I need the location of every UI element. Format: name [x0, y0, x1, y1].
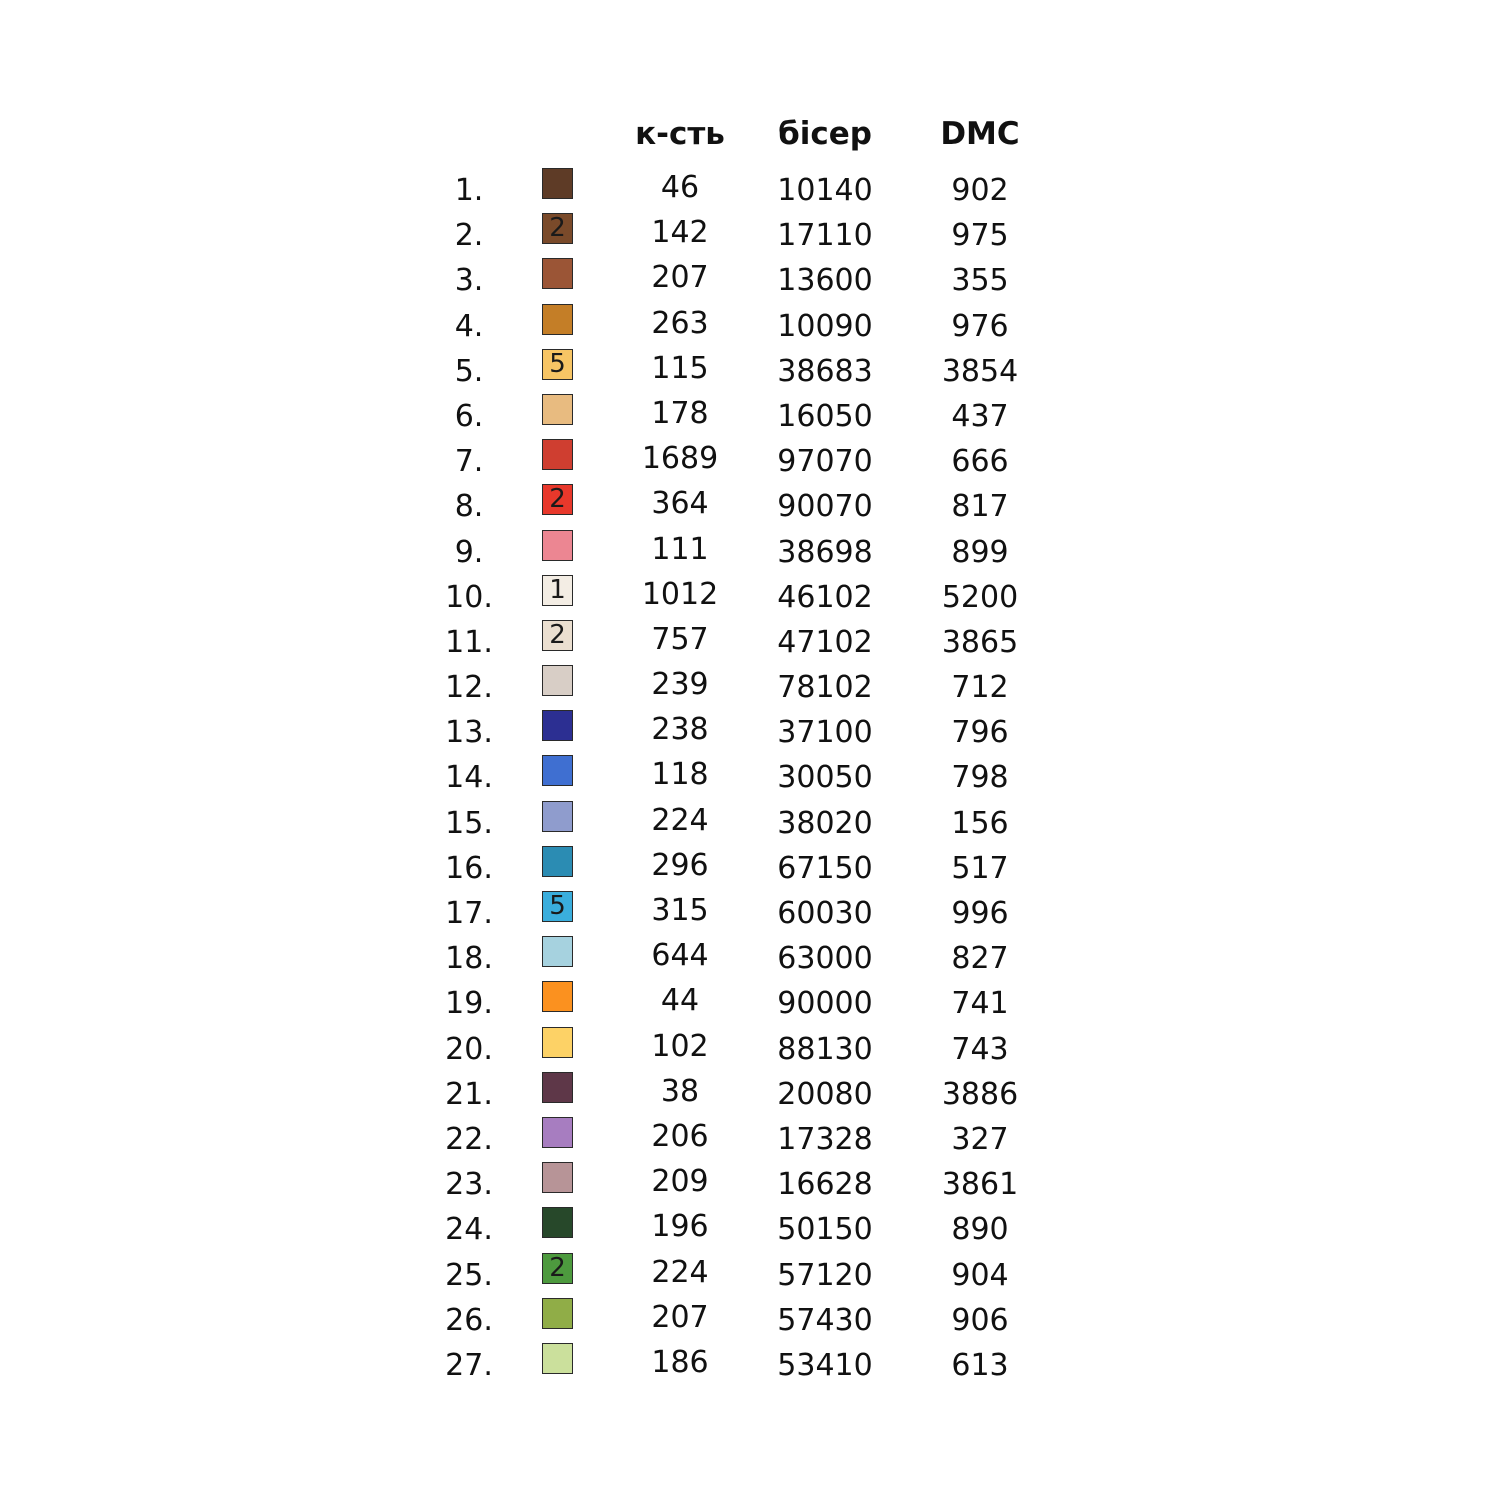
quantity-value: 239 [651, 667, 709, 703]
dmc-code: 890 [951, 1212, 1009, 1248]
dmc-code: 817 [951, 489, 1009, 525]
bead-code: 53410 [777, 1347, 873, 1383]
bead-code: 16050 [777, 398, 873, 434]
row-number: 2. [454, 218, 484, 254]
color-swatch [542, 439, 573, 470]
bead-code: 78102 [777, 670, 873, 706]
legend-row [0, 258, 1500, 303]
quantity-value: 263 [651, 305, 709, 341]
bead-code: 46102 [777, 579, 873, 615]
legend-row [0, 1072, 1500, 1117]
quantity-value: 1012 [641, 576, 719, 612]
swatch-symbol: 2 [549, 619, 566, 650]
bead-code: 67150 [777, 850, 873, 886]
quantity-value: 102 [651, 1028, 709, 1064]
color-swatch [542, 394, 573, 425]
color-swatch [542, 1253, 573, 1284]
bead-code: 30050 [777, 760, 873, 796]
bead-code: 90000 [777, 986, 873, 1022]
row-number: 3. [454, 263, 484, 299]
color-swatch [542, 1207, 573, 1238]
row-number: 15. [445, 805, 493, 841]
legend-row [0, 936, 1500, 981]
legend-row [0, 168, 1500, 213]
row-number: 10. [445, 579, 493, 615]
swatch-symbol: 2 [549, 213, 566, 244]
row-number: 22. [445, 1121, 493, 1157]
dmc-code: 904 [951, 1257, 1009, 1293]
color-swatch [542, 1298, 573, 1329]
bead-code: 37100 [777, 715, 873, 751]
bead-code: 50150 [777, 1212, 873, 1248]
legend-row [0, 755, 1500, 800]
quantity-value: 186 [651, 1344, 709, 1380]
dmc-code: 327 [951, 1121, 1009, 1157]
quantity-value: 238 [651, 712, 709, 748]
bead-code: 57120 [777, 1257, 873, 1293]
swatch-symbol: 5 [549, 348, 566, 379]
bead-code: 38020 [777, 805, 873, 841]
dmc-code: 517 [951, 850, 1009, 886]
bead-code: 97070 [777, 444, 873, 480]
legend-row [0, 530, 1500, 575]
bead-code: 13600 [777, 263, 873, 299]
color-swatch [542, 258, 573, 289]
bead-code: 38683 [777, 353, 873, 389]
legend-row [0, 891, 1500, 936]
bead-code: 47102 [777, 624, 873, 660]
legend-row [0, 981, 1500, 1026]
dmc-code: 355 [951, 263, 1009, 299]
legend-row [0, 710, 1500, 755]
color-swatch [542, 304, 573, 335]
dmc-code: 796 [951, 715, 1009, 751]
row-number: 1. [454, 173, 484, 208]
quantity-value: 111 [651, 531, 709, 567]
dmc-code: 712 [951, 670, 1009, 706]
legend-row [0, 349, 1500, 394]
bead-code: 90070 [777, 489, 873, 525]
dmc-code: 827 [951, 941, 1009, 977]
dmc-code: 996 [951, 896, 1009, 931]
dmc-code: 902 [951, 173, 1009, 208]
row-number: 26. [445, 1302, 493, 1338]
bead-code: 17328 [777, 1121, 873, 1157]
color-swatch [542, 891, 573, 922]
dmc-code: 437 [951, 398, 1009, 434]
row-number: 11. [445, 624, 493, 660]
color-swatch [542, 665, 573, 696]
color-swatch [542, 349, 573, 380]
dmc-code: 798 [951, 760, 1009, 796]
quantity-value: 364 [651, 486, 709, 522]
swatch-symbol: 1 [549, 574, 566, 605]
color-swatch [542, 981, 573, 1012]
quantity-value: 757 [651, 621, 709, 657]
row-number: 12. [445, 670, 493, 706]
bead-code: 60030 [777, 896, 873, 931]
row-number: 6. [454, 398, 484, 434]
legend-row [0, 1343, 1500, 1388]
legend-row [0, 801, 1500, 846]
row-number: 25. [445, 1257, 493, 1293]
bead-code: 10090 [777, 308, 873, 344]
row-number: 9. [454, 534, 484, 570]
row-number: 4. [454, 308, 484, 344]
bead-code: 16628 [777, 1167, 873, 1203]
color-swatch [542, 575, 573, 606]
quantity-value: 296 [651, 847, 709, 883]
color-swatch [542, 936, 573, 967]
color-swatch [542, 1343, 573, 1374]
quantity-value: 196 [651, 1209, 709, 1245]
row-number: 20. [445, 1031, 493, 1067]
dmc-code: 906 [951, 1302, 1009, 1338]
quantity-value: 44 [660, 983, 700, 1019]
row-number: 17. [445, 896, 493, 931]
bead-code: 10140 [777, 173, 873, 208]
quantity-value: 178 [651, 395, 709, 431]
color-swatch [542, 168, 573, 199]
quantity-value: 209 [651, 1164, 709, 1200]
quantity-value: 644 [651, 938, 709, 974]
quantity-value: 224 [651, 1254, 709, 1290]
dmc-code: 5200 [941, 579, 1019, 615]
color-swatch [542, 530, 573, 561]
color-swatch [542, 755, 573, 786]
quantity-value: 207 [651, 260, 709, 296]
row-number: 5. [454, 353, 484, 389]
dmc-code: 3861 [941, 1167, 1019, 1203]
quantity-value: 118 [651, 757, 709, 793]
dmc-code: 975 [951, 218, 1009, 254]
color-swatch [542, 1027, 573, 1058]
legend-row [0, 846, 1500, 891]
legend-row [0, 304, 1500, 349]
bead-code: 17110 [777, 218, 873, 254]
bead-code: 38698 [777, 534, 873, 570]
legend-row [0, 1253, 1500, 1298]
color-swatch [542, 1072, 573, 1103]
row-number: 13. [445, 715, 493, 751]
legend-row [0, 1162, 1500, 1207]
legend-row [0, 1117, 1500, 1162]
legend-row [0, 439, 1500, 484]
quantity-value: 46 [660, 170, 700, 205]
quantity-value: 38 [660, 1073, 700, 1109]
swatch-symbol: 2 [549, 484, 566, 515]
bead-code: 57430 [777, 1302, 873, 1338]
header-beads: бісер [778, 116, 872, 152]
legend-row [0, 394, 1500, 439]
legend-row [0, 1298, 1500, 1343]
color-swatch [542, 484, 573, 515]
quantity-value: 207 [651, 1299, 709, 1335]
quantity-value: 224 [651, 802, 709, 838]
legend-row [0, 620, 1500, 665]
dmc-code: 976 [951, 308, 1009, 344]
dmc-code: 666 [951, 444, 1009, 480]
row-number: 23. [445, 1167, 493, 1203]
dmc-code: 613 [951, 1347, 1009, 1383]
dmc-code: 156 [951, 805, 1009, 841]
bead-code: 20080 [777, 1076, 873, 1112]
row-number: 7. [454, 444, 484, 480]
color-swatch [542, 1117, 573, 1148]
legend-rows [0, 168, 1500, 1388]
legend-row [0, 1027, 1500, 1072]
color-swatch [542, 1162, 573, 1193]
color-swatch [542, 620, 573, 651]
row-number: 8. [454, 489, 484, 525]
header-dmc: DMC [940, 116, 1020, 152]
row-number: 27. [445, 1347, 493, 1383]
bead-code: 88130 [777, 1031, 873, 1067]
quantity-value: 1689 [641, 441, 719, 477]
legend-row [0, 665, 1500, 710]
row-number: 21. [445, 1076, 493, 1112]
color-swatch [542, 846, 573, 877]
legend-row [0, 575, 1500, 620]
color-swatch [542, 710, 573, 741]
row-number: 19. [445, 986, 493, 1022]
bead-code: 63000 [777, 941, 873, 977]
dmc-code: 3854 [941, 353, 1019, 389]
header-quantity: к-сть [635, 116, 725, 152]
row-number: 14. [445, 760, 493, 796]
quantity-value: 115 [651, 350, 709, 386]
row-number: 24. [445, 1212, 493, 1248]
legend-row [0, 213, 1500, 258]
quantity-value: 206 [651, 1118, 709, 1154]
row-number: 16. [445, 850, 493, 886]
legend-row [0, 1207, 1500, 1252]
quantity-value: 142 [651, 215, 709, 251]
dmc-code: 741 [951, 986, 1009, 1022]
quantity-value: 315 [651, 893, 709, 928]
legend-row [0, 484, 1500, 529]
row-number: 18. [445, 941, 493, 977]
dmc-code: 3886 [941, 1076, 1019, 1112]
dmc-code: 3865 [941, 624, 1019, 660]
color-swatch [542, 801, 573, 832]
dmc-code: 899 [951, 534, 1009, 570]
swatch-symbol: 2 [549, 1252, 566, 1283]
color-swatch [542, 213, 573, 244]
dmc-code: 743 [951, 1031, 1009, 1067]
swatch-symbol: 5 [549, 891, 566, 921]
